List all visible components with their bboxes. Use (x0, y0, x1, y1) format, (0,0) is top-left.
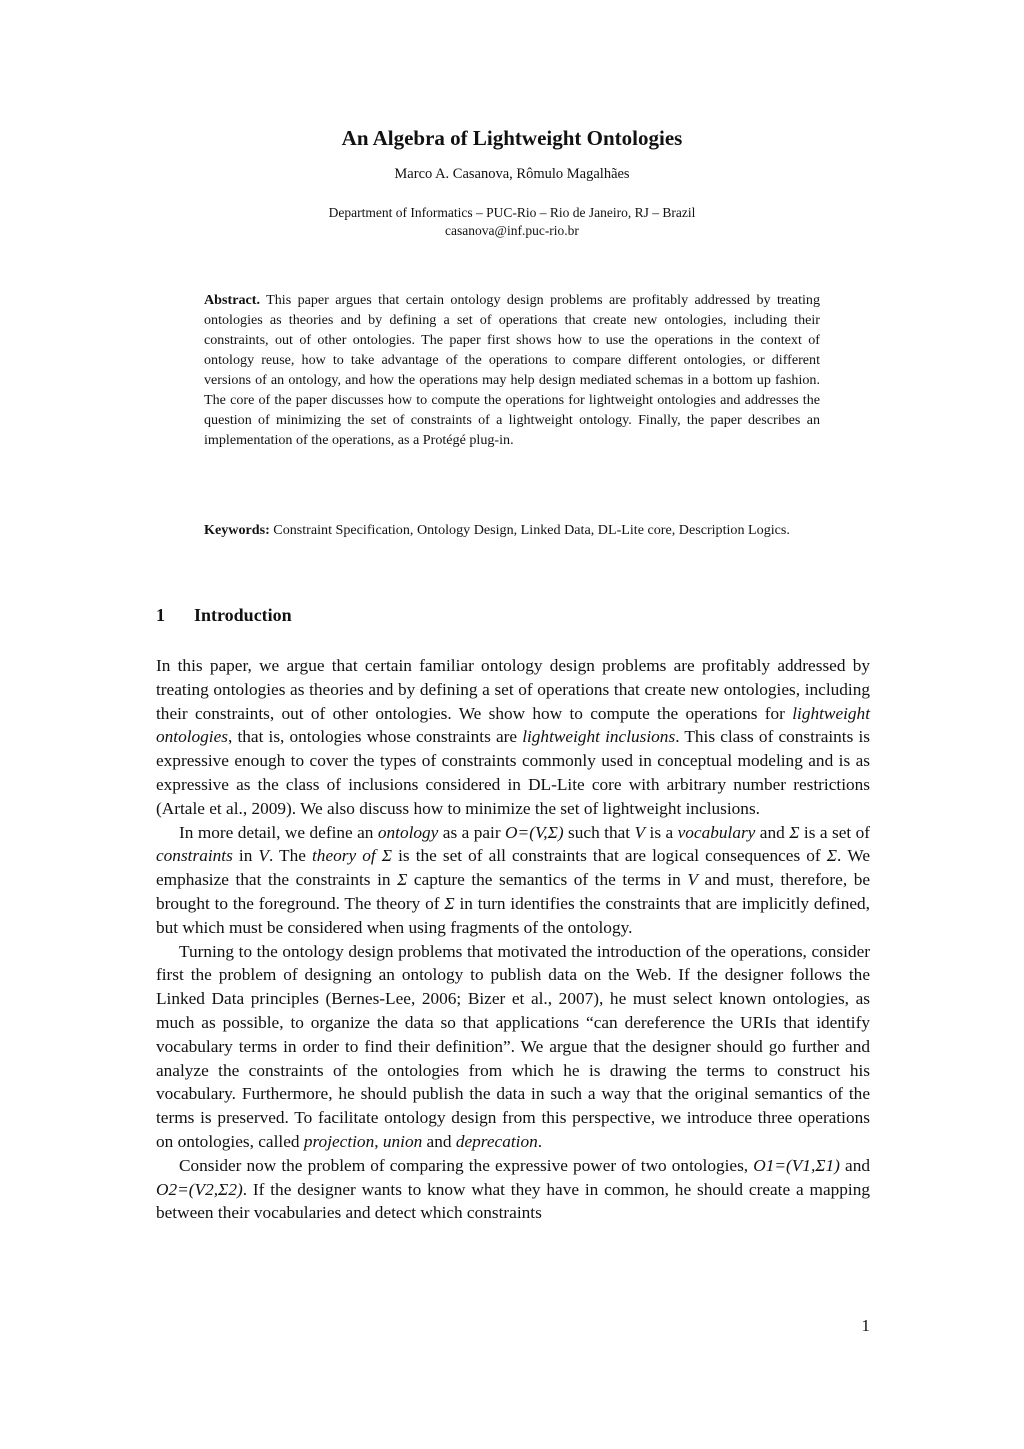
emphasis: theory of Σ (312, 846, 393, 866)
abstract-label: Abstract. (204, 292, 260, 308)
math: O1=(V1,Σ1) (753, 1155, 840, 1175)
paragraph (156, 1154, 870, 1225)
paper-authors: Marco A. Casanova, Rômulo Magalhães (394, 166, 630, 182)
keywords-label: Keywords: (204, 522, 270, 538)
abstract-text: This paper argues that certain ontology design problems are profitably addressed by treating ontologies as theories and by defining a set of operations that create new ontologies, including their constraints, out of other ontologies. The paper first shows how to use the operations in the context of ontology reuse, how to take advantage of the operations to compare different ontologies, or different versions of an ontology, and how the operations may help design mediated schemas in a bottom up fashion. The core of the paper discusses how to compute the operations for lightweight ontologies and addresses the question of minimizing the set of constraints of a lightweight ontology. Finally, the paper describes an implementation of the operations, as a Protégé plug-in. (204, 292, 820, 448)
math: Σ (444, 893, 455, 913)
emphasis: lightweight ontologies (156, 703, 870, 747)
abstract (204, 290, 820, 450)
math: O=(V,Σ) (505, 822, 564, 842)
page-number: 1 (861, 1316, 870, 1335)
emphasis: deprecation (455, 1131, 538, 1151)
text-run: and (839, 1155, 870, 1175)
keywords (204, 520, 820, 540)
text-run: Consider now the problem of comparing the expressive power of two ontologies, (179, 1155, 754, 1175)
text-run: capture the semantics of the terms in (407, 870, 688, 890)
emphasis: union (382, 1131, 423, 1151)
text-run: is a set of (799, 822, 871, 842)
text-run: In more detail, we define an (179, 822, 378, 842)
text-run: and must, therefore, be brought to the foreground. The theory of (156, 870, 871, 913)
math: Σ (826, 846, 837, 866)
text-run: and (422, 1131, 456, 1151)
math: V (634, 822, 646, 842)
math: V (687, 870, 698, 890)
emphasis: vocabulary (677, 822, 756, 842)
text-run: . (537, 1131, 543, 1151)
text-run: is a (645, 822, 678, 842)
text-run: Turning to the ontology design problems that motivated the introduction of the operations, consider first the problem of designing an ontology to publish data on the Web. If the designer follows the Linked Data principles (Bernes-Lee, 2006; Bizer et al., 2007), he must select known ontologies, as much as possible, to organize the data so that applications “can dereference the URIs that identify vocabulary terms in order to find their definition”. We argue that the designer should go further and analyze the constraints of the ontologies from which he is drawing the terms to construct his vocabulary. Furthermore, he should publish the data in such a way that the original semantics of the terms is preserved. To facilitate ontology design from this perspective, we introduce three operations on ontologies, called (156, 941, 870, 1151)
text-run: In this paper, we argue that certain familiar ontology design problems are profitably addressed by treating ontologies as theories and by defining a set of operations that create new ontologies, including their constraints, out of other ontologies. We show how to compute the operations for (156, 656, 870, 723)
text-run: in turn identifies the constraints that are implicitly defined, but which must be considered when using fragments of the ontology. (156, 893, 870, 937)
text-run: . The (268, 846, 312, 866)
section-number: 1 (156, 605, 165, 625)
paper-title: An Algebra of Lightweight Ontologies (341, 126, 683, 150)
text-run: . We emphasize that the constraints in (156, 846, 870, 890)
text-run: , (374, 1131, 383, 1151)
emphasis: ontology (377, 822, 439, 842)
affiliation-block (0, 204, 1024, 240)
paragraph (156, 654, 870, 821)
emphasis: constraints (156, 846, 233, 866)
text-run: . If the designer wants to know what they have in common, he should create a mapping between their vocabularies and detect which constraints (156, 1179, 870, 1223)
math: O2=(V2,Σ2) (156, 1179, 243, 1199)
emphasis: projection (303, 1131, 375, 1151)
text-run: , that is, ontologies whose constraints are (228, 727, 523, 747)
emphasis: lightweight inclusions (522, 727, 676, 747)
paragraph (156, 821, 870, 940)
math: Σ (789, 822, 800, 842)
text-run: in (232, 846, 259, 866)
author-email: casanova@inf.puc-rio.br (445, 223, 579, 238)
math: V (258, 846, 269, 866)
text-run: and (755, 822, 790, 842)
text-run: as a pair (438, 822, 506, 842)
affiliation: Department of Informatics – PUC-Rio – Rio de Janeiro, RJ – Brazil (328, 205, 696, 220)
body-text (156, 654, 870, 1225)
math: Σ (397, 870, 408, 890)
text-run: such that (563, 822, 635, 842)
section-heading (156, 605, 292, 626)
paragraph (156, 940, 870, 1154)
text-run: . This class of constraints is expressive enough to cover the types of constraints commonly used in conceptual modeling and is as expressive as the class of inclusions considered in DL-Lite core with arbitrary number restrictions (Artale et al., 2009). We also discuss how to minimize the set of lightweight inclusions. (156, 727, 870, 818)
text-run: is the set of all constraints that are logical consequences of (392, 846, 827, 866)
keywords-text: Constraint Specification, Ontology Design, Linked Data, DL-Lite core, Description Logics. (269, 522, 790, 538)
section-title: Introduction (194, 605, 292, 625)
